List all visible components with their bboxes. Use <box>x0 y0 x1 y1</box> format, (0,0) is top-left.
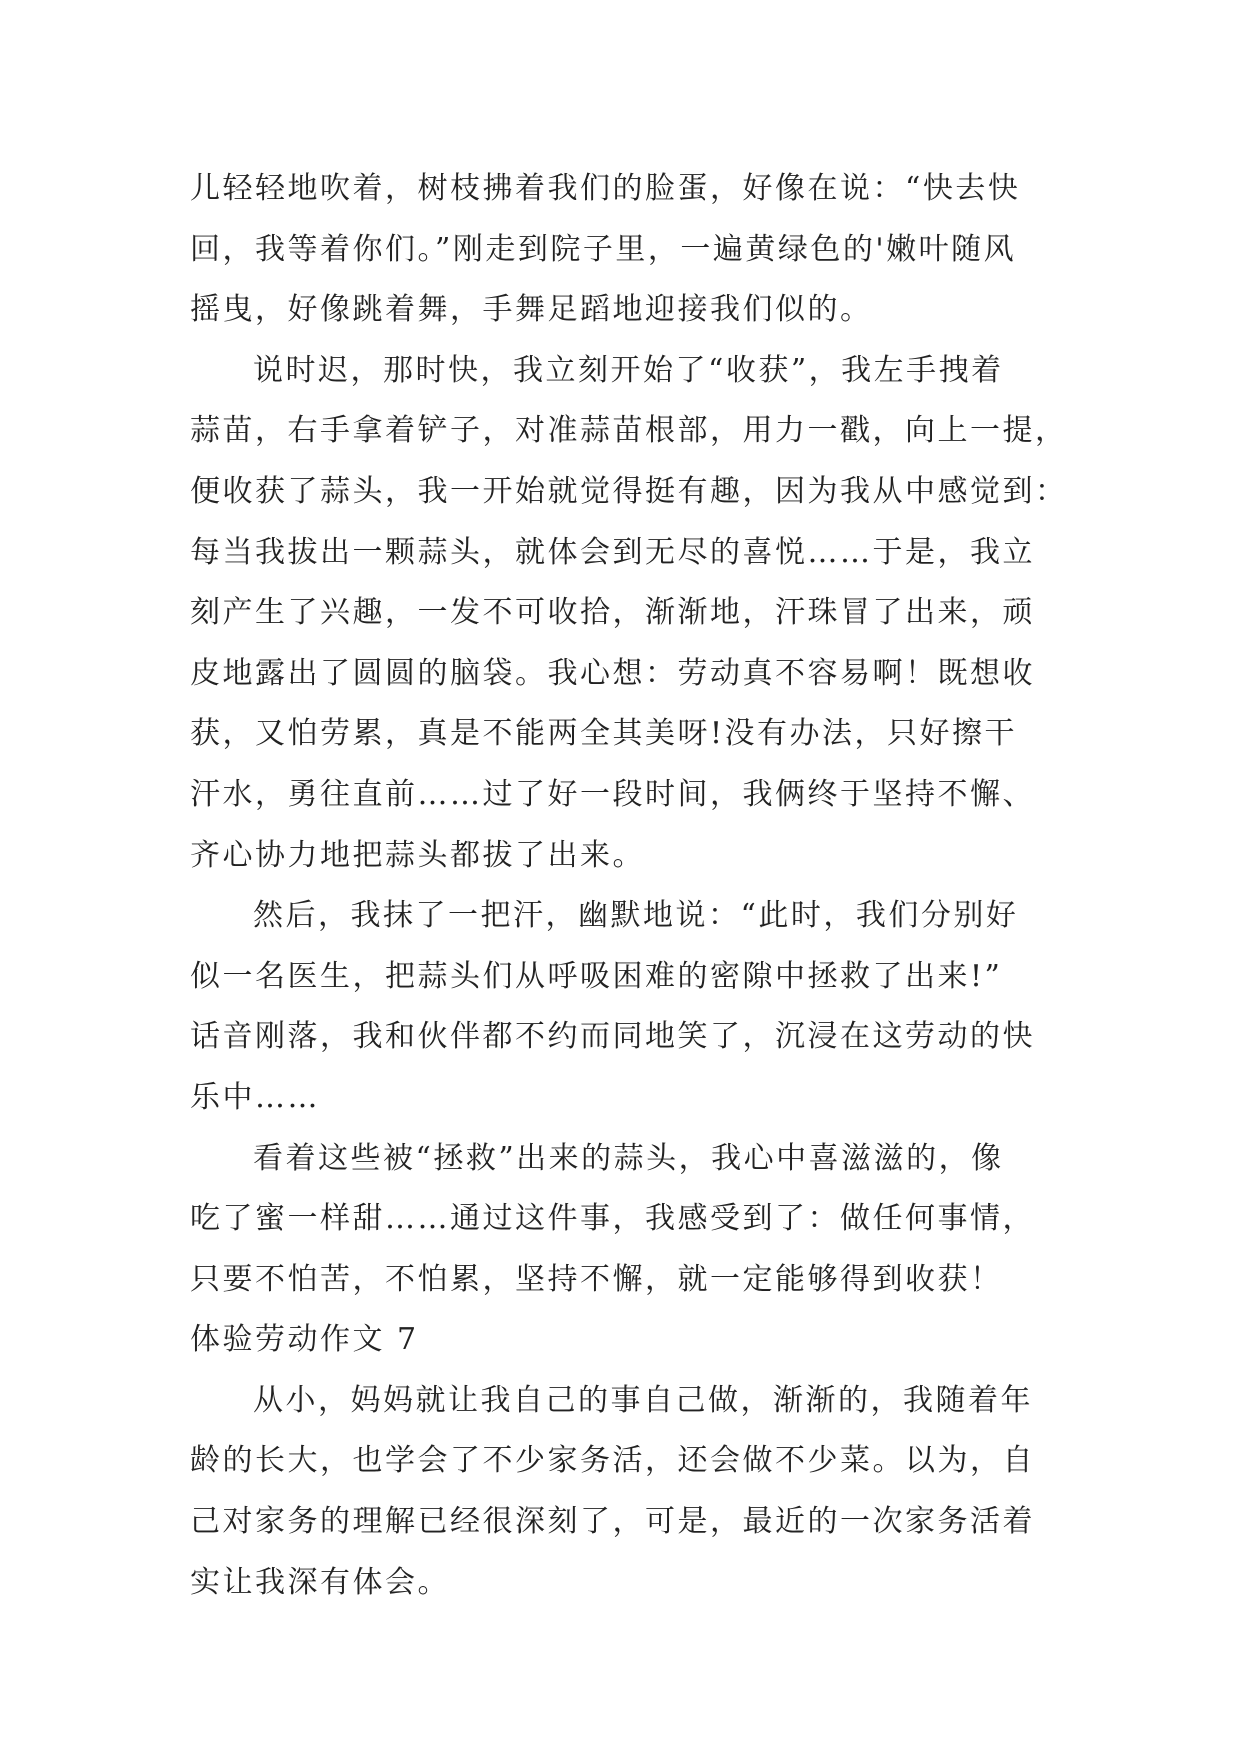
essay-text <box>190 159 1068 1613</box>
text-line: 己对家务的理解已经很深刻了，可是，最近的一次家务活着 <box>190 1504 1035 1540</box>
text-line: 刻产生了兴趣，一发不可收拾，渐渐地，汗珠冒了出来，顽 <box>190 595 1035 631</box>
text-line: 每当我拔出一颗蒜头，就体会到无尽的喜悦……于是，我立 <box>190 534 1035 570</box>
text-line: 儿轻轻地吹着，树枝拂着我们的脸蛋，好像在说：“快去快 <box>190 171 1021 206</box>
text-line: 似一名医生，把蒜头们从呼吸困难的密隙中拯救了出来!” <box>190 958 1003 994</box>
text-line: 皮地露出了圆圆的脑袋。我心想：劳动真不容易啊！既想收 <box>190 655 1035 691</box>
paragraph-first-line: 从小，妈妈就让我自己的事自己做，渐渐的，我随着年 <box>253 1382 1033 1418</box>
text-line: 实让我深有体会。 <box>190 1564 450 1600</box>
text-line: 汗水，勇往直前……过了好一段时间，我俩终于坚持不懈、 <box>190 776 1035 812</box>
text-line: 获，又怕劳累，真是不能两全其美呀!没有办法，只好擦干 <box>190 716 1018 752</box>
text-line: 摇曳，好像跳着舞，手舞足蹈地迎接我们似的。 <box>190 292 873 328</box>
text-line: 龄的长大，也学会了不少家务活，还会做不少菜。以为，自 <box>190 1443 1035 1479</box>
text-line: 回，我等着你们。”刚走到院子里，一遍黄绿色的'嫩叶随风 <box>190 231 1017 267</box>
text-line: 只要不怕苦，不怕累，坚持不懈，就一定能够得到收获！ <box>190 1261 1003 1297</box>
paragraph-first-line: 看着这些被“拯救”出来的蒜头，我心中喜滋滋的，像 <box>253 1140 1004 1176</box>
text-line: 乐中…… <box>190 1079 320 1115</box>
text-line: 话音刚落，我和伙伴都不约而同地笑了，沉浸在这劳动的快 <box>190 1019 1035 1055</box>
paragraph-first-line: 说时迟，那时快，我立刻开始了“收获”，我左手拽着 <box>253 352 1004 388</box>
paragraph-first-line: 然后，我抹了一把汗，幽默地说：“此时，我们分别好 <box>253 898 1019 934</box>
text-line: 蒜苗，右手拿着铲子，对准蒜苗根部，用力一戳，向上一提， <box>190 413 1068 449</box>
text-line: 齐心协力地把蒜头都拔了出来。 <box>190 837 645 873</box>
text-line: 便收获了蒜头，我一开始就觉得挺有趣，因为我从中感觉到： <box>190 473 1068 509</box>
section-heading: 体验劳动作文 7 <box>190 1322 419 1358</box>
text-line: 吃了蜜一样甜……通过这件事，我感受到了：做任何事情， <box>190 1201 1035 1237</box>
